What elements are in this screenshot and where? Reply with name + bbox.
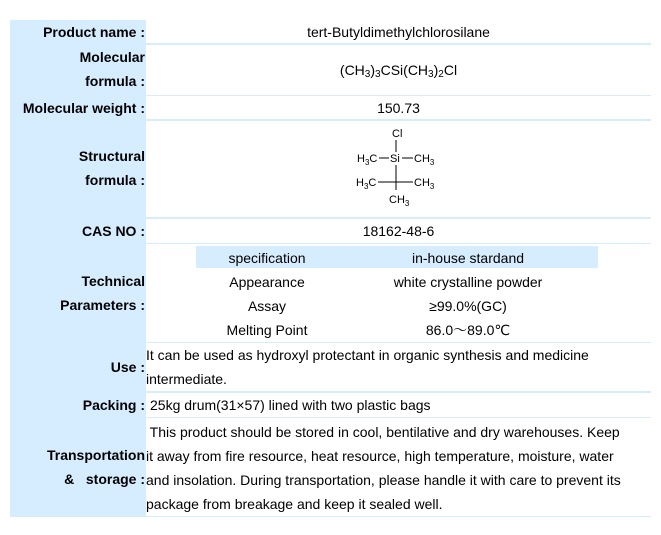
technical-label-line1: Technical [81, 273, 145, 289]
structural-formula-label [10, 144, 145, 194]
spec-melting-point-value: 86.0～89.0℃ [425, 322, 511, 338]
cas-no-label: CAS NO : [10, 219, 145, 243]
transport-label-line1: Transportation [46, 447, 145, 463]
methyl-right-top: $CH_3$ [414, 153, 435, 167]
chlorine-atom: Cl [392, 128, 403, 140]
spec-melting-point-label: Melting Point [226, 322, 308, 338]
transport-storage-label [10, 443, 145, 491]
technical-label-line2: Parameters : [60, 297, 145, 313]
transport-line-3: and insolation. During transportation, please handle it with care to prevent its [146, 472, 621, 488]
transport-line-2: it away from fire resource, heat resource, high temperature, moisture, water [146, 448, 614, 464]
molecular-weight-label: Molecular weight : [10, 96, 145, 119]
spec-appearance-value: white crystalline powder [393, 274, 543, 290]
spec-appearance-label: Appearance [229, 274, 305, 290]
spec-header-specification: specification [228, 250, 306, 266]
structural-formula-diagram [146, 121, 651, 217]
transport-label-line2: & storage : [64, 471, 145, 487]
spec-header-standard: in-house stardand [411, 250, 525, 266]
use-line-2: intermediate. [146, 371, 227, 387]
molecular-weight-value: 150.73 [146, 96, 651, 119]
molecular-formula-value: $(CH_3)_3CSi(CH_3)_2Cl$ [146, 45, 651, 95]
methyl-left-bottom: $H_3C$ [356, 177, 377, 191]
technical-parameters-label [10, 269, 145, 319]
molecular-formula-label-line1: Molecular [79, 49, 145, 65]
product-name-value: tert-Butyldimethylchlorosilane [146, 20, 651, 43]
methyl-left-top: $H_3C$ [357, 153, 378, 167]
spec-assay-label: Assay [247, 298, 287, 314]
methyl-bottom: $CH_3$ [389, 194, 410, 208]
molecular-formula-label-line2: formula : [85, 73, 145, 89]
packing-label: Packing : [10, 393, 145, 417]
structural-formula-label-line2: formula : [85, 172, 145, 188]
silicon-atom: Si [390, 153, 400, 165]
molecular-formula-label [10, 45, 145, 95]
methyl-right-bottom: $CH_3$ [414, 177, 435, 191]
product-name-label: Product name : [10, 20, 145, 43]
spec-assay-value: ≥99.0%(GC) [429, 298, 507, 314]
use-line-1: It can be used as hydroxyl protectant in organic synthesis and medicine [146, 347, 589, 363]
cas-no-value: 18162-48-6 [146, 219, 651, 243]
transport-line-4: package from breakage and keep it sealed well. [146, 496, 443, 512]
packing-value: 25kg drum(31×57) lined with two plastic bags [150, 397, 431, 413]
use-label: Use : [10, 355, 145, 379]
structural-formula-label-line1: Structural [78, 148, 145, 164]
transport-line-1: This product should be stored in cool, bentilative and dry warehouses. Keep [146, 424, 620, 440]
